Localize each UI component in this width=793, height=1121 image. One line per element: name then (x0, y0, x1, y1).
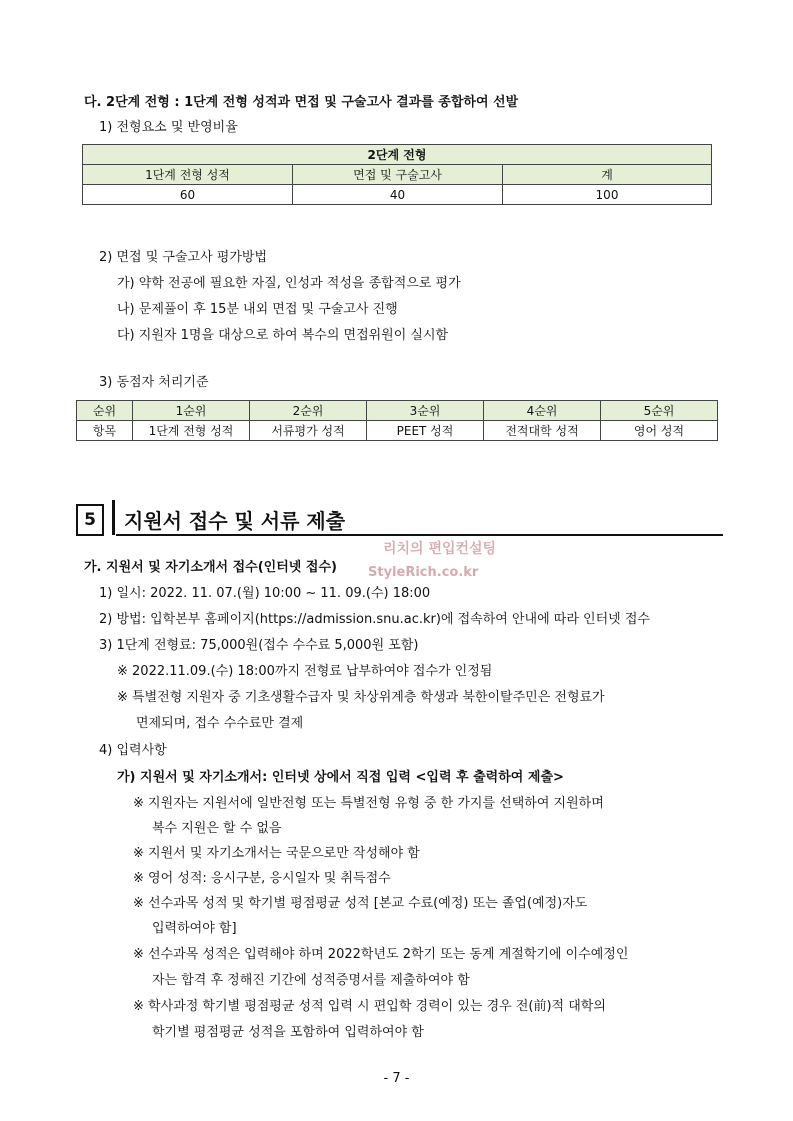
item-period: 1) 일시: 2022. 11. 07.(월) 10:00 ~ 11. 09.(수) 18:00 (99, 586, 431, 601)
table-header: 1순위 (133, 401, 250, 421)
list-item: 다) 지원자 1명을 대상으로 하여 복수의 면접위원이 실시함 (117, 328, 449, 343)
stage2-ratio-table (82, 144, 712, 205)
table-header: 1단계 전형 성적 (83, 165, 293, 185)
table-header: 4순위 (484, 401, 601, 421)
table-cell: 1단계 전형 성적 (133, 421, 250, 441)
table-title: 2단계 전형 (83, 145, 712, 165)
table-cell: 100 (503, 185, 712, 205)
item-input-fields: 4) 입력사항 (99, 743, 167, 758)
list-item: 가) 약학 전공에 필요한 자질, 인성과 적성을 종합적으로 평가 (117, 276, 461, 291)
item-tie-break: 3) 동점자 처리기준 (99, 375, 209, 390)
note-continued: 학기별 평점평균 성적을 포함하여 입력하여야 함 (152, 1025, 424, 1040)
note-continued: 복수 지원은 할 수 없음 (152, 821, 282, 836)
note-continued: 자는 합격 후 정해진 기간에 성적증명서를 제출하여야 함 (152, 973, 470, 988)
section-divider-bar (112, 500, 115, 535)
note: ※ 지원자는 지원서에 일반전형 또는 특별전형 유형 중 한 가지를 선택하여 지원하며 (133, 796, 604, 811)
item-interview-method: 2) 면접 및 구술고사 평가방법 (99, 250, 268, 265)
note: ※ 학사과정 학기별 평점평균 성적 입력 시 편입학 경력이 있는 경우 전(前)적 대학의 (133, 999, 606, 1014)
note-continued: 입력하여야 함] (152, 921, 237, 936)
section-title: 지원서 접수 및 서류 제출 (124, 509, 346, 533)
item-method: 2) 방법: 입학본부 홈페이지(https://admission.snu.ac.kr)에 접속하여 안내에 따라 인터넷 접수 (99, 612, 650, 627)
section-underline (116, 534, 723, 536)
note: ※ 영어 성적: 응시구분, 응시일자 및 취득점수 (133, 871, 391, 886)
section-number-box: 5 (76, 504, 104, 536)
section-heading: 다. 2단계 전형 : 1단계 전형 성적과 면접 및 구술고사 결과를 종합하여 선발 (84, 95, 519, 110)
watermark-text: 리치의 편입컨설팅 (383, 541, 497, 557)
note: ※ 선수과목 성적은 입력해야 하며 2022학년도 2학기 또는 동계 계절학기에 이수예정인 (133, 947, 629, 962)
note: ※ 지원서 및 자기소개서는 국문으로만 작성해야 함 (133, 846, 420, 861)
tie-break-table (76, 400, 718, 441)
item-selection-factors: 1) 전형요소 및 반영비율 (99, 120, 238, 135)
subsection-heading: 가. 지원서 및 자기소개서 접수(인터넷 접수) (84, 560, 337, 575)
page-number: - 7 - (383, 1071, 410, 1086)
table-cell: 전적대학 성적 (484, 421, 601, 441)
note: ※ 선수과목 성적 및 학기별 평점평균 성적 [본교 수료(예정) 또는 졸업(예정)자도 (133, 896, 588, 911)
table-cell: PEET 성적 (367, 421, 484, 441)
table-cell: 40 (293, 185, 503, 205)
list-item: 나) 문제풀이 후 15분 내외 면접 및 구술고사 진행 (117, 302, 398, 317)
table-header: 면접 및 구술고사 (293, 165, 503, 185)
table-cell: 서류평가 성적 (250, 421, 367, 441)
table-header: 2순위 (250, 401, 367, 421)
note: ※ 특별전형 지원자 중 기초생활수급자 및 차상위계층 학생과 북한이탈주민은 전형료가 (117, 690, 605, 705)
item-fee: 3) 1단계 전형료: 75,000원(접수 수수료 5,000원 포함) (99, 638, 419, 653)
sub-item-heading: 가) 지원서 및 자기소개서: 인터넷 상에서 직접 입력 <입력 후 출력하여 제출> (117, 770, 564, 785)
note-continued: 면제되며, 접수 수수료만 결제 (136, 716, 304, 731)
table-cell: 60 (83, 185, 293, 205)
table-header: 계 (503, 165, 712, 185)
watermark-url: StyleRich.co.kr (368, 565, 479, 580)
table-header: 순위 (77, 401, 133, 421)
table-header: 3순위 (367, 401, 484, 421)
table-cell: 항목 (77, 421, 133, 441)
table-header: 5순위 (601, 401, 718, 421)
note: ※ 2022.11.09.(수) 18:00까지 전형료 납부하여야 접수가 인정됨 (117, 664, 493, 679)
table-cell: 영어 성적 (601, 421, 718, 441)
